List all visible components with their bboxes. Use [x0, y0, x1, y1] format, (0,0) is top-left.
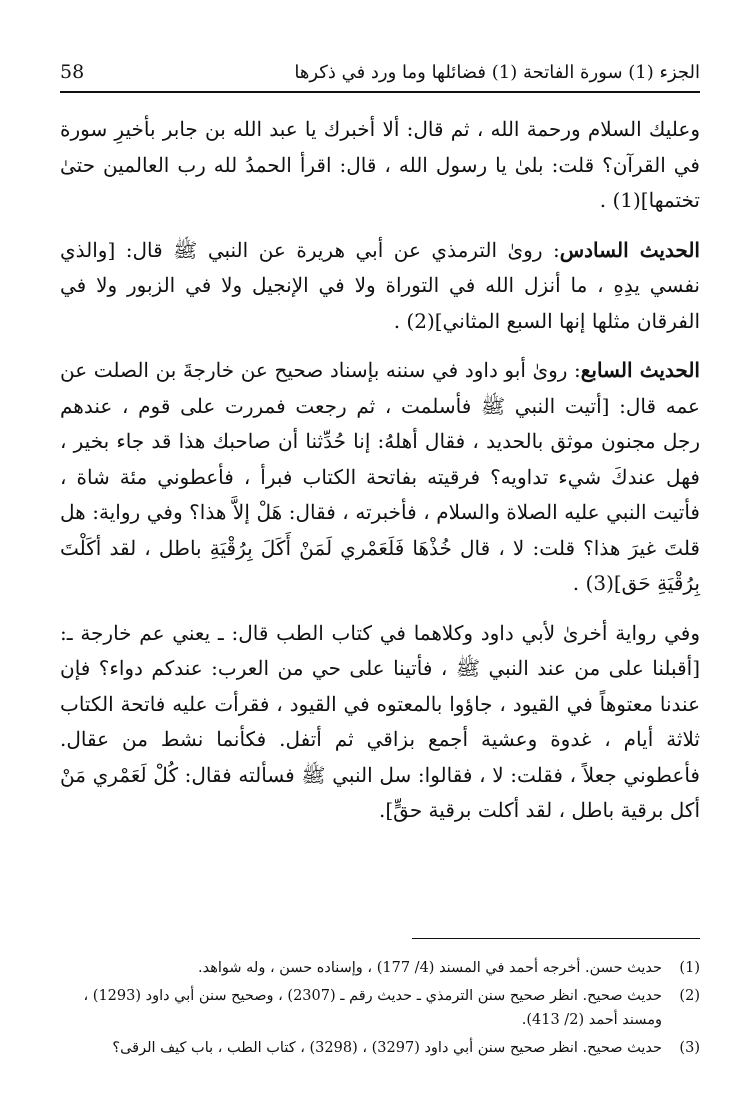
- header-divider: [60, 91, 700, 93]
- paragraph-heading: الحديث السابع: [580, 358, 700, 382]
- footnote-text: حديث صحيح. انظر صحيح سنن أبي داود (3297) ، (3298) ، كتاب الطب ، باب كيف الرقى؟: [112, 1040, 662, 1056]
- footnote-text: حديث حسن. أخرجه أحمد في المسند (4/ 177) ، وإسناده حسن ، وله شواهد.: [198, 960, 662, 976]
- footnote-number: (3): [679, 1040, 700, 1056]
- footnote-number: (1): [679, 960, 700, 976]
- paragraph-hadith-6: [60, 233, 700, 340]
- footnote-number: (2): [679, 988, 700, 1004]
- footnote-2: [60, 984, 700, 1032]
- paragraph-4-text: وفي رواية أخرىٰ لأبي داود وكلاهما في كتاب الطب قال: ـ يعني عم خارجة ـ: [أقبلنا على من عند النبي ﷺ ، فأتينا على حي من العرب: عندكم دواء؟ فإن عندنا معتوهاً في القيود ، جاؤوا بالمعتوه في القيود ، فقرأت عليه فاتحة الكتاب ثلاثة أيام ، غدوة وعشية أجمع بزاقي ثم أتفل. فكأنما نشط من عقال. فأعطوني جعلاً ، فقلت: لا ، فقالوا: سل النبي ﷺ فسألته فقال: كُلْ لَعَمْري مَنْ أكل برقية باطل ، لقد أكلت برقية حقٍّ].: [60, 620, 700, 822]
- main-text: [60, 112, 700, 843]
- footnotes: [60, 956, 700, 1064]
- running-title: الجزء (1) سورة الفاتحة (1) فضائلها وما ورد في ذكرها: [294, 61, 700, 83]
- paragraph-hadith-7-text: : روىٰ أبو داود في سننه بإسناد صحيح عن خارجةَ بن الصلت عن عمه قال: [أتيت النبي ﷺ فأسلمت ، ثم رجعت فمررت على قوم ، عندهم رجل مجنون موثق بالحديد ، فقال أهلهُ: إنا حُدِّثنا أن صاحبك هذا قد جاء بخير ، فهل عندكَ شيء تداويه؟ فرقيته بفاتحة الكتاب فبرأ ، فأعطوني مئة شاة ، فأتيت النبي عليه الصلاة والسلام ، فأخبرته ، فقال: هَلْ إلاَّ هذا؟ وفي رواية: هل قلتَ غيرَ هذا؟ قلت: لا ، قال خُذْهَا فَلَعَمْري لَمَنْ أَكَلَ بِرُقْيَةِ باطل ، لقد أكَلْتَ بِرُقْيَةِ حَق](3) .: [60, 358, 700, 595]
- footnote-text: حديث صحيح. انظر صحيح سنن الترمذي ـ حديث رقم ـ (2307) ، وصحيح سنن أبي داود (1293) ، ومسند أحمد (2/ 413).: [83, 988, 662, 1028]
- page-number: 58: [60, 61, 85, 83]
- footnote-3: [60, 1036, 700, 1060]
- footnote-divider: [412, 938, 700, 939]
- paragraph-hadith-7: [60, 353, 700, 602]
- paragraph-4: [60, 616, 700, 829]
- footnote-1: [60, 956, 700, 980]
- paragraph-heading: الحديث السادس: [559, 237, 700, 262]
- page-header: [60, 55, 700, 89]
- paragraph-hadith-6-text: : روىٰ الترمذي عن أبي هريرة عن النبي ﷺ قال: [والذي نفسي يدِهِ ، ما أنزل الله في التوراة ولا في الإنجيل ولا في الزبور ولا في الفرقان مثلها إنها السبع المثاني](2) .: [60, 237, 700, 333]
- paragraph-1: [60, 112, 700, 219]
- paragraph-1-text: وعليك السلام ورحمة الله ، ثم قال: ألا أخبرك يا عبد الله بن جابر بأخيرِ سورة في القرآن؟ قلت: بلىٰ يا رسول الله ، قال: اقرأ الحمدُ لله رب العالمين حتىٰ تختمها](1) .: [60, 117, 700, 212]
